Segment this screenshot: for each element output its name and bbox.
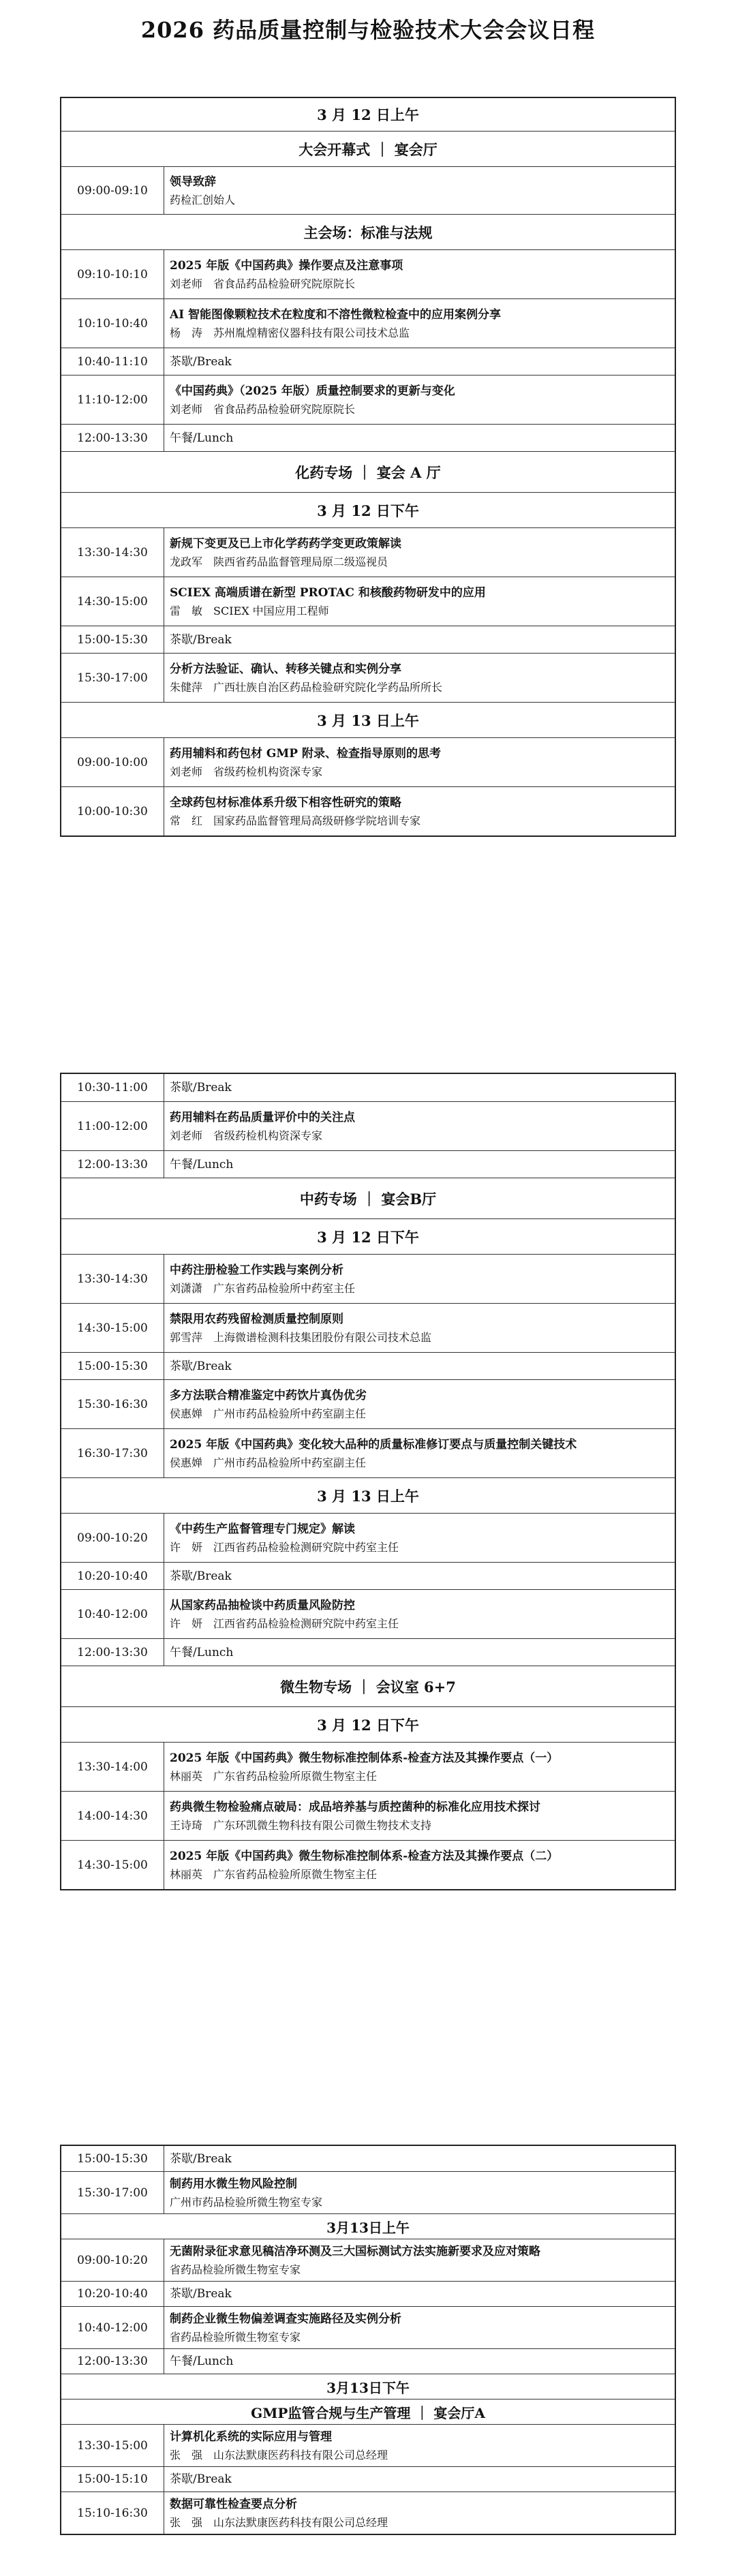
session-row [61, 786, 675, 835]
session-content [164, 2146, 675, 2171]
session-row [61, 1101, 675, 1150]
session-row [61, 1513, 675, 1562]
session-topic: 药用辅料和药包材 GMP 附录、检查指导原则的思考 [170, 746, 441, 761]
session-topic: 从国家药品抽检谈中药质量风险防控 [170, 1598, 355, 1612]
session-content [164, 1255, 675, 1303]
break-row [61, 1352, 675, 1379]
session-topic: 药典微生物检验痛点破局：成品培养基与质控菌种的标准化应用技术探讨 [170, 1800, 540, 1814]
break-label: 茶歇/Break [170, 1081, 232, 1094]
session-row [61, 2171, 675, 2213]
session-topic: 计算机化系统的实际应用与管理 [170, 2429, 332, 2444]
session-content [164, 738, 675, 786]
break-row [61, 2281, 675, 2306]
section-header: 大会开幕式 ｜ 宴会厅 [61, 131, 675, 166]
session-time: 10:30-11:00 [61, 1074, 164, 1101]
session-row [61, 2424, 675, 2466]
page-title: 2026 药品质量控制与检验技术大会会议日程 [140, 17, 596, 43]
schedule-table-part-3 [60, 2145, 676, 2535]
break-row [61, 1638, 675, 1666]
session-content [164, 1074, 675, 1101]
section-header: 3月13日上午 [61, 2213, 675, 2239]
session-content [164, 654, 675, 702]
session-speaker: 刘老师 省食品药品检验研究院原院长 [170, 277, 356, 290]
session-speaker: 龙政军 陕西省药品监督管理局原二级巡视员 [170, 555, 388, 568]
session-speaker: 省药品检验所微生物室专家 [170, 2330, 301, 2344]
break-label: 午餐/Lunch [170, 2355, 234, 2368]
break-row [61, 2348, 675, 2374]
session-content [164, 577, 675, 626]
session-speaker: 朱健萍 广西壮族自治区药品检验研究院化学药品所所长 [170, 680, 443, 694]
session-speaker: 省药品检验所微生物室专家 [170, 2263, 301, 2276]
session-speaker: 郭雪萍 上海微谱检测科技集团股份有限公司技术总监 [170, 1330, 432, 1344]
session-row [61, 249, 675, 298]
session-time: 15:00-15:30 [61, 626, 164, 653]
break-label: 茶歇/Break [170, 2287, 232, 2301]
session-content [164, 2492, 675, 2534]
section-header: 中药专场 ｜ 宴会B厅 [61, 1178, 675, 1218]
session-speaker: 张 强 山东法默康医药科技有限公司总经理 [170, 2448, 388, 2462]
session-topic: 制药用水微生物风险控制 [170, 2177, 297, 2191]
section-header: 化药专场 ｜ 宴会 A 厅 [61, 451, 675, 492]
section-header: 3 月 12 日上午 [317, 106, 419, 123]
session-time: 10:00-10:30 [61, 787, 164, 835]
break-label: 茶歇/Break [170, 632, 232, 647]
break-row [61, 1150, 675, 1178]
section-header: 主会场：标准与法规 [61, 214, 675, 249]
session-speaker: 侯惠婵 广州市药品检验所中药室副主任 [170, 1456, 367, 1469]
session-row [61, 653, 675, 702]
session-row [61, 1303, 675, 1352]
session-time: 15:10-16:30 [61, 2492, 164, 2534]
session-topic: 新规下变更及已上市化学药药学变更政策解读 [170, 536, 401, 551]
session-content [164, 1353, 675, 1379]
session-topic: 制药企业微生物偏差调查实施路径及实例分析 [170, 2312, 401, 2326]
session-speaker: 许 妍 江西省药品检验检测研究院中药室主任 [170, 1540, 399, 1554]
session-row [61, 2491, 675, 2534]
session-time: 12:00-13:30 [61, 2349, 164, 2374]
session-speaker: 常 红 国家药品监督管理局高级研修学院培训专家 [170, 814, 421, 827]
schedule-table-part-1 [60, 97, 676, 837]
session-speaker: 张 强 山东法默康医药科技有限公司总经理 [170, 2515, 388, 2529]
session-time: 13:30-14:00 [61, 1743, 164, 1791]
session-time: 15:00-15:30 [61, 2146, 164, 2171]
session-time: 12:00-13:30 [61, 1639, 164, 1666]
session-row [61, 166, 675, 214]
break-row [61, 1562, 675, 1589]
session-topic: 多方法联合精准鉴定中药饮片真伪优劣 [170, 1388, 367, 1402]
break-label: 茶歇/Break [170, 354, 232, 369]
session-content [164, 2467, 675, 2491]
session-topic: 2025 年版《中国药典》微生物标准控制体系-检查方法及其操作要点（二） [170, 1849, 559, 1863]
session-time: 09:00-09:10 [61, 167, 164, 214]
session-row [61, 577, 675, 626]
session-time: 13:30-14:30 [61, 528, 164, 577]
session-row [61, 1791, 675, 1840]
schedule-table-part-2 [60, 1073, 676, 1890]
session-topic: 中药注册检验工作实践与案例分析 [170, 1263, 343, 1277]
session-row [61, 375, 675, 424]
session-content [164, 787, 675, 835]
session-content [164, 2307, 675, 2348]
session-time: 15:30-17:00 [61, 2172, 164, 2213]
session-time: 09:00-10:20 [61, 2239, 164, 2281]
break-label: 午餐/Lunch [170, 431, 234, 445]
break-label: 茶歇/Break [170, 2472, 232, 2486]
session-topic: 数据可靠性检查要点分析 [170, 2497, 297, 2511]
session-topic: AI 智能图像颗粒技术在粒度和不溶性微粒检查中的应用案例分享 [170, 307, 502, 322]
session-time: 15:30-17:00 [61, 654, 164, 702]
break-label: 茶歇/Break [170, 2151, 232, 2166]
session-topic: 2025 年版《中国药典》微生物标准控制体系-检查方法及其操作要点（一） [170, 1751, 559, 1765]
session-time: 11:10-12:00 [61, 375, 164, 424]
session-row [61, 1589, 675, 1638]
session-content [164, 348, 675, 375]
session-time: 09:00-10:20 [61, 1514, 164, 1562]
session-speaker: 雷 敏 SCIEX 中国应用工程师 [170, 604, 329, 617]
session-content [164, 2349, 675, 2374]
session-content [164, 299, 675, 348]
session-time: 16:30-17:30 [61, 1429, 164, 1477]
session-topic: 全球药包材标准体系升级下相容性研究的策略 [170, 795, 401, 810]
section-header: 3 月 12 日下午 [61, 1706, 675, 1742]
session-time: 15:00-15:30 [61, 1353, 164, 1379]
session-topic: 《中药生产监督管理专门规定》解读 [170, 1522, 355, 1536]
session-content [164, 1514, 675, 1562]
session-time: 12:00-13:30 [61, 1151, 164, 1178]
break-row [61, 2146, 675, 2171]
session-row [61, 1254, 675, 1303]
session-content [164, 626, 675, 653]
session-topic: 2025 年版《中国药典》变化较大品种的质量标准修订要点与质量控制关键技术 [170, 1437, 577, 1452]
break-row [61, 424, 675, 451]
session-topic: 无菌附录征求意见稿洁净环测及三大国标测试方法实施新要求及应对策略 [170, 2244, 540, 2258]
session-time: 10:10-10:40 [61, 299, 164, 348]
session-time: 10:40-12:00 [61, 2307, 164, 2348]
session-content [164, 1102, 675, 1150]
break-label: 午餐/Lunch [170, 1645, 234, 1659]
break-row [61, 1074, 675, 1101]
session-topic: 禁限用农药残留检测质量控制原则 [170, 1312, 343, 1326]
session-time: 09:00-10:00 [61, 738, 164, 786]
session-row [61, 2306, 675, 2348]
session-time: 10:20-10:40 [61, 2282, 164, 2306]
session-content [164, 1151, 675, 1178]
section-header: GMP监管合规与生产管理 ｜ 宴会厅A [61, 2399, 675, 2424]
session-row [61, 527, 675, 577]
session-content [164, 250, 675, 298]
session-speaker: 刘老师 省级药检机构资深专家 [170, 765, 323, 778]
session-topic: SCIEX 高端质谱在新型 PROTAC 和核酸药物研发中的应用 [170, 585, 486, 600]
session-content [164, 528, 675, 577]
session-time: 10:20-10:40 [61, 1563, 164, 1589]
session-content [164, 1639, 675, 1666]
section-header: 3月13日下午 [61, 2374, 675, 2399]
break-row [61, 2466, 675, 2491]
session-time: 09:10-10:10 [61, 250, 164, 298]
session-content [164, 2239, 675, 2281]
session-time: 15:00-15:10 [61, 2467, 164, 2491]
break-label: 午餐/Lunch [170, 1157, 234, 1171]
session-content [164, 1792, 675, 1840]
session-time: 10:40-11:10 [61, 348, 164, 375]
session-speaker: 许 妍 江西省药品检验检测研究院中药室主任 [170, 1616, 399, 1630]
session-content [164, 1563, 675, 1589]
session-speaker: 广州市药品检验所微生物室专家 [170, 2195, 323, 2209]
break-label: 茶歇/Break [170, 1569, 232, 1583]
session-content [164, 1743, 675, 1791]
session-speaker: 刘老师 省级药检机构资深专家 [170, 1129, 323, 1142]
section-header: 微生物专场 ｜ 会议室 6+7 [61, 1666, 675, 1706]
session-content [164, 167, 675, 214]
session-content [164, 2172, 675, 2213]
session-time: 11:00-12:00 [61, 1102, 164, 1150]
session-speaker: 药检汇创始人 [170, 193, 236, 206]
session-speaker: 林丽英 广东省药品检验所原微生物室主任 [170, 1867, 378, 1881]
session-content [164, 1841, 675, 1889]
session-topic: 领导致辞 [170, 174, 216, 189]
break-label: 茶歇/Break [170, 1359, 232, 1373]
session-content [164, 1429, 675, 1477]
session-speaker: 刘老师 省食品药品检验研究院原院长 [170, 402, 356, 416]
session-topic: 《中国药典》（2025 年版）质量控制要求的更新与变化 [170, 384, 455, 398]
session-row [61, 1840, 675, 1889]
session-time: 14:30-15:00 [61, 577, 164, 626]
break-row [61, 348, 675, 375]
session-content [164, 375, 675, 424]
session-topic: 2025 年版《中国药典》操作要点及注意事项 [170, 258, 403, 273]
session-topic: 药用辅料在药品质量评价中的关注点 [170, 1110, 355, 1124]
session-time: 14:30-15:00 [61, 1841, 164, 1889]
session-row [61, 1379, 675, 1428]
session-time: 12:00-13:30 [61, 425, 164, 451]
section-header: 3 月 13 日上午 [61, 1477, 675, 1513]
session-time: 14:00-14:30 [61, 1792, 164, 1840]
session-row [61, 298, 675, 348]
session-speaker: 王诗琦 广东环凯微生物科技有限公司微生物技术支持 [170, 1818, 432, 1832]
session-speaker: 林丽英 广东省药品检验所原微生物室主任 [170, 1769, 378, 1783]
session-time: 13:30-15:00 [61, 2425, 164, 2466]
session-time: 10:40-12:00 [61, 1590, 164, 1638]
session-content [164, 1304, 675, 1352]
section-header: 3 月 13 日上午 [61, 702, 675, 737]
session-speaker: 侯惠婵 广州市药品检验所中药室副主任 [170, 1407, 367, 1420]
break-row [61, 626, 675, 653]
session-content [164, 1590, 675, 1638]
section-header: 3 月 12 日下午 [61, 1218, 675, 1254]
session-speaker: 刘潇潇 广东省药品检验所中药室主任 [170, 1281, 356, 1295]
section-header: 3 月 12 日下午 [61, 492, 675, 527]
session-content [164, 425, 675, 451]
session-content [164, 2425, 675, 2466]
session-row [61, 737, 675, 786]
session-row [61, 1742, 675, 1791]
session-content [164, 2282, 675, 2306]
session-time: 14:30-15:00 [61, 1304, 164, 1352]
session-time: 13:30-14:30 [61, 1255, 164, 1303]
session-row [61, 1428, 675, 1477]
session-row [61, 2239, 675, 2281]
session-speaker: 杨 涛 苏州胤煌精密仪器科技有限公司技术总监 [170, 326, 410, 339]
session-time: 15:30-16:30 [61, 1380, 164, 1428]
session-topic: 分析方法验证、确认、转移关键点和实例分享 [170, 662, 401, 676]
session-content [164, 1380, 675, 1428]
